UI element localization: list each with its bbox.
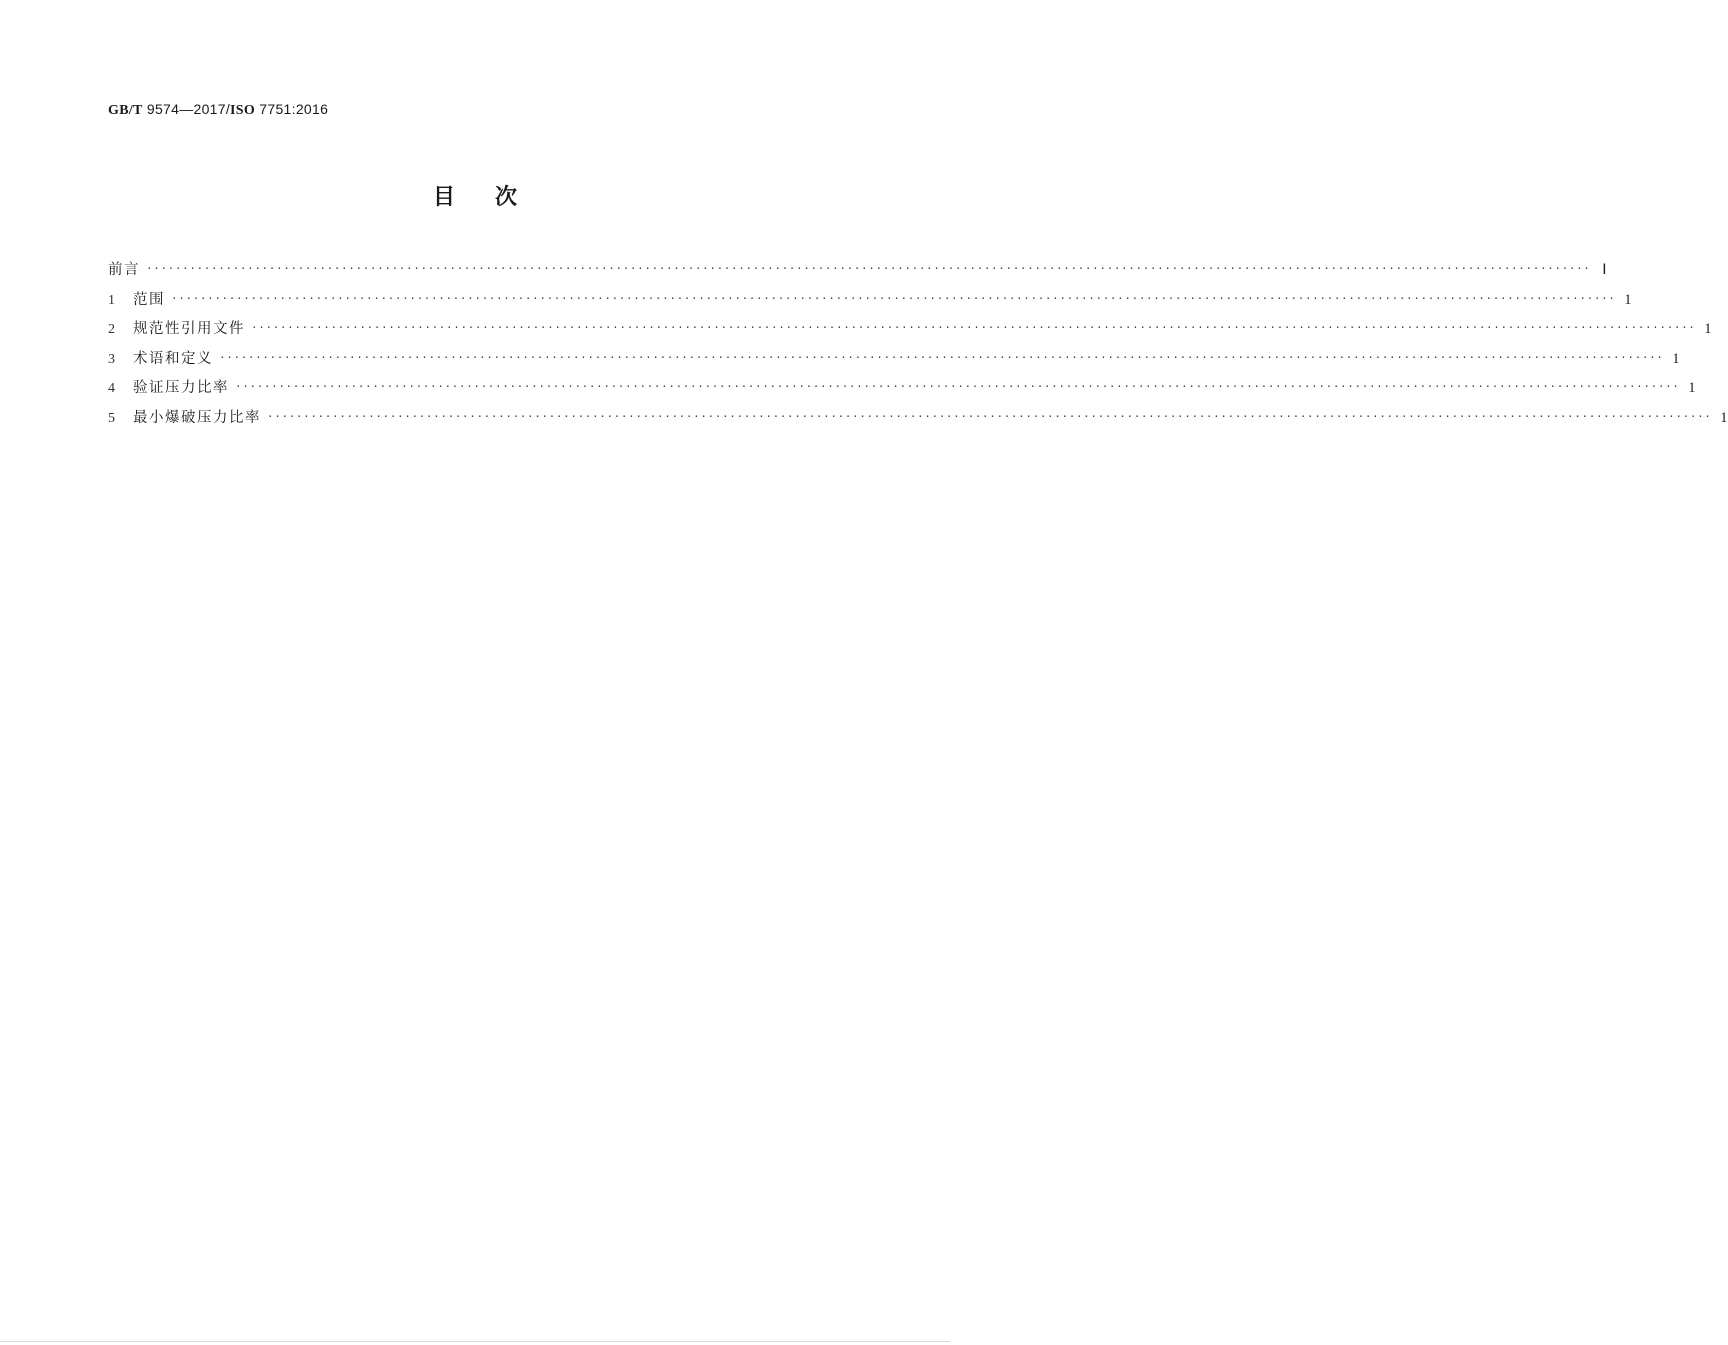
toc-leader-dots: ········································································································································································································ bbox=[251, 321, 1696, 334]
toc-entry-foreword[interactable] bbox=[108, 258, 1607, 288]
toc-entry-page: 1 bbox=[1720, 409, 1728, 426]
table-of-contents bbox=[108, 258, 1728, 435]
toc-entry-number: 3 bbox=[108, 351, 115, 367]
toc-entry-min-burst-pressure-ratio[interactable] bbox=[108, 406, 1728, 436]
toc-leader-dots: ········································································································································································································ bbox=[146, 262, 1591, 275]
toc-leader-dots: ········································································································································································································ bbox=[267, 409, 1712, 423]
toc-entry-number: 1 bbox=[108, 292, 115, 308]
toc-entry-page: 1 bbox=[1624, 291, 1632, 308]
toc-entry-page: 1 bbox=[1688, 380, 1696, 396]
standard-number: 9574—2017/ bbox=[146, 101, 231, 117]
toc-entry-number: 4 bbox=[108, 381, 115, 396]
iso-prefix: ISO bbox=[230, 103, 256, 118]
toc-entry-page: 1 bbox=[1704, 321, 1712, 337]
toc-entry-number: 5 bbox=[108, 410, 115, 426]
toc-entry-normative-references[interactable] bbox=[108, 317, 1712, 347]
toc-entry-label: 规范性引用文件 bbox=[133, 321, 245, 337]
iso-number: 7751:2016 bbox=[259, 101, 329, 117]
toc-leader-dots: ········································································································································································································ bbox=[219, 350, 1664, 364]
toc-entry-proof-pressure-ratio[interactable] bbox=[108, 376, 1696, 406]
toc-leader-dots: ········································································································································································································ bbox=[235, 380, 1680, 393]
toc-title: 目次 bbox=[432, 185, 557, 210]
toc-entry-number: 2 bbox=[108, 322, 115, 337]
toc-entry-scope[interactable] bbox=[108, 288, 1632, 318]
toc-entry-terms-definitions[interactable] bbox=[108, 347, 1680, 377]
toc-leader-dots: ········································································································································································································ bbox=[171, 291, 1616, 305]
toc-entry-page: 1 bbox=[1672, 350, 1680, 367]
toc-entry-label: 验证压力比率 bbox=[133, 380, 229, 396]
standard-header bbox=[108, 101, 328, 119]
toc-entry-label: 前言 bbox=[108, 262, 140, 278]
toc-entry-label: 最小爆破压力比率 bbox=[133, 409, 261, 426]
standard-prefix: GB/T bbox=[108, 103, 143, 118]
toc-entry-label: 范围 bbox=[133, 291, 165, 308]
toc-entry-label: 术语和定义 bbox=[133, 350, 213, 367]
page-bottom-edge bbox=[0, 1341, 950, 1342]
toc-entry-page: Ⅰ bbox=[1602, 262, 1607, 278]
